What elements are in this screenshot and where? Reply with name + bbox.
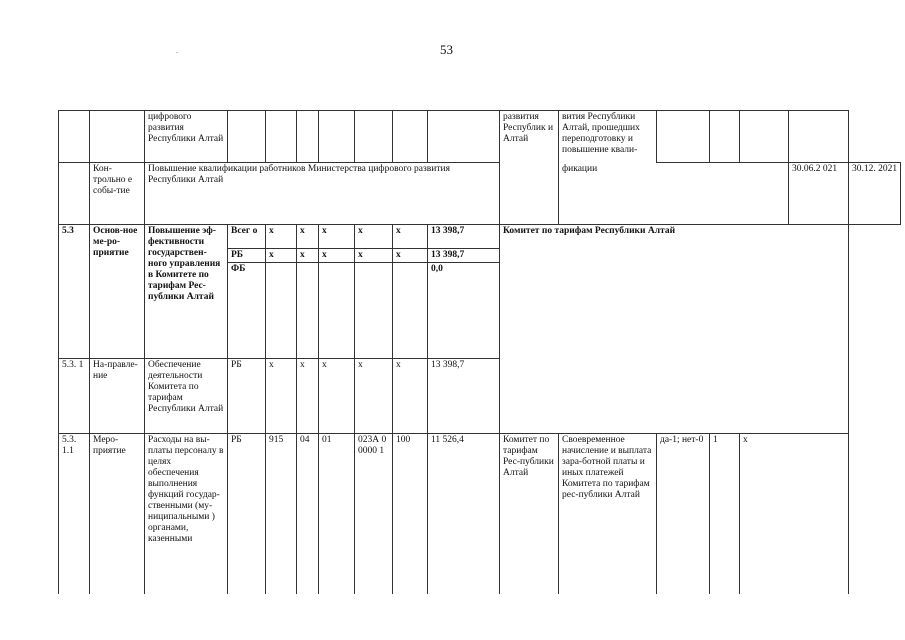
cell-amount: 11 526,4 — [428, 434, 500, 594]
cell-amount: 13 398,7 — [428, 249, 500, 263]
stray-mark: . — [176, 46, 178, 55]
cell-source: ФБ — [228, 263, 266, 359]
cell-amount: 13 398,7 — [428, 359, 500, 434]
cell-source: Всег о — [228, 225, 266, 249]
cell-num: 5.3. 1 — [59, 359, 90, 434]
cell-indicator: фикации — [559, 163, 789, 225]
cell-control-text: Повышение квалификации работников Министерства цифрового развития Республики Алтай — [145, 163, 500, 225]
cell-name: цифрового развития Республики Алтай — [145, 111, 228, 163]
cell-amount: 13 398,7 — [428, 225, 500, 249]
cell-responsible: развития Республик и Алтай — [500, 111, 559, 225]
cell-type: На-правле-ние — [90, 359, 145, 434]
table-row — [59, 163, 901, 225]
cell-source: РБ — [228, 434, 266, 594]
program-table — [58, 110, 901, 594]
cell-unit: да-1; нет-0 — [657, 434, 710, 594]
cell-num: 5.3. 1.1 — [59, 434, 90, 594]
table-row: 5.3 Основ-ное ме-ро-приятие Повышение эф-фективности государствен-ного управления в Комитете по тарифам Рес-публики Алтай Всег о x x x x x 13 398,7 Комитет по тарифам Республики Алтай — [59, 225, 901, 249]
table-row — [59, 111, 901, 163]
cell-value: 1 — [710, 434, 740, 594]
cell-name: Обеспечение деятельности Комитета по тарифам Республики Алтай — [145, 359, 228, 434]
cell-name: Повышение эф-фективности государствен-ного управления в Комитете по тарифам Рес-публики Алтай — [145, 225, 228, 359]
page-number: 53 — [440, 42, 453, 57]
table-row: 5.3. 1 На-правле-ние Обеспечение деятельности Комитета по тарифам Республики Алтай РБ x x x x x 13 398,7 — [59, 359, 901, 434]
cell-date-start: 30.06.2 021 — [789, 163, 849, 225]
cell-source: РБ — [228, 249, 266, 263]
cell-indicator: Своевременное начисление и выплата зара-ботной платы и иных платежей Комитета по тарифам рес-публики Алтай — [559, 434, 657, 594]
cell-amount: 0,0 — [428, 263, 500, 359]
cell-type: Кон-трольно е собы-тие — [90, 163, 145, 225]
cell-type: Меро-приятие — [90, 434, 145, 594]
cell-responsible: Комитет по тарифам Республики Алтай — [500, 225, 849, 434]
cell-responsible: Комитет по тарифам Рес-публики Алтай — [500, 434, 559, 594]
cell-date-end: 30.12. 2021 — [849, 163, 901, 225]
cell-name: Расходы на вы-платы персоналу в целях обеспечения выполнения функций государ-ственными (му-ниципальными ) органами, казенными — [145, 434, 228, 594]
table-row: 5.3. 1.1 Меро-приятие Расходы на вы-платы персоналу в целях обеспечения выполнения функций государ-ственными (му-ниципальными ) органами, казенными РБ 915 04 01 023А 0 0000 1 100 11 526,4 Комитет по тарифам Рес-публики Алтай Своевременное начисление и выплата зара-ботной платы и иных платежей Комитета по тарифам рес-публики Алтай да-1; нет-0 1 x — [59, 434, 901, 594]
cell-source: РБ — [228, 359, 266, 434]
cell-num: 5.3 — [59, 225, 90, 359]
table-row: РБ x x x x x 13 398,7 — [59, 249, 901, 263]
cell-x: x — [740, 434, 849, 594]
cell-indicator: вития Республики Алтай, прошедших переподготовку и повышение квали- — [559, 111, 657, 163]
cell-type: Основ-ное ме-ро-приятие — [90, 225, 145, 359]
